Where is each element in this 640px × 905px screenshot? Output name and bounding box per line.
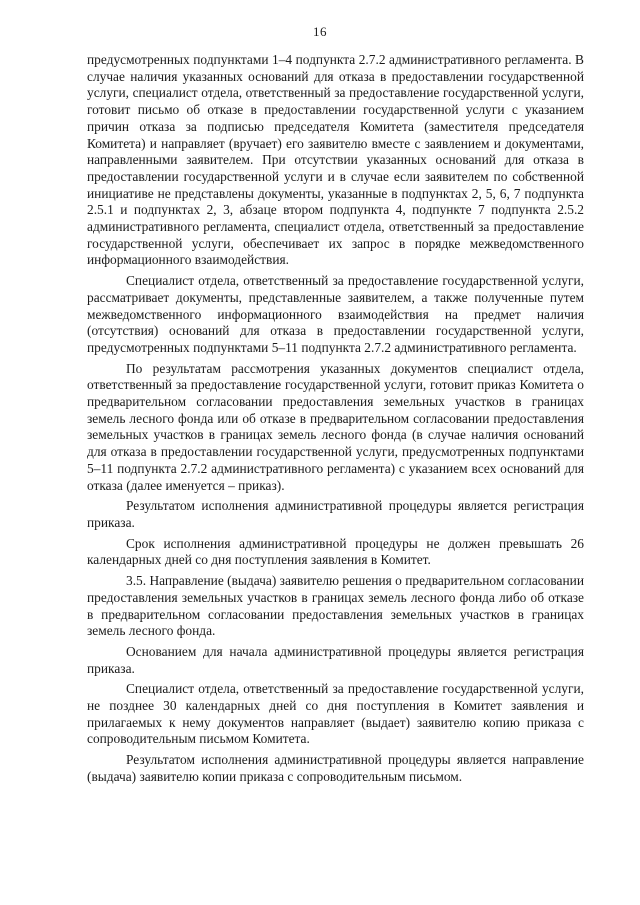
paragraph: Специалист отдела, ответственный за предоставление государственной услуги, не позднее 30 календарных дней со дня поступления в Комитет заявления и прилагаемых к нему документов направляет (выдает) заявителю копию приказа с сопроводительным письмом Комитета.	[87, 681, 584, 747]
document-body	[87, 52, 584, 790]
paragraph: Результатом исполнения административной процедуры является регистрация приказа.	[87, 498, 584, 530]
paragraph: Основанием для начала административной процедуры является регистрация приказа.	[87, 643, 584, 676]
paragraph: предусмотренных подпунктами 1–4 подпункта 2.7.2 административного регламента. В случае наличия указанных оснований для отказа в предоставлении государственной услуги, специалист отдела, ответственный за предоставление государственной услуги, готовит письмо об отказе в предоставлении государственной услуги с указанием причин отказа за подписью председателя Комитета (заместителя председателя Комитета) и направляет (вручает) его заявителю вместе с заявлением и документами, направленными заявителем. При отсутствии указанных оснований для отказа в предоставлении государственной услуги и в случае если заявителем по собственной инициативе не представлены документы, указанные в подпунктах 2, 5, 6, 7 подпункта 2.5.1 и подпунктах 2, 3, абзаце втором подпункта 4, подпункте 7 подпункта 2.5.2 административного регламента, специалист отдела, ответственный за предоставление государственной услуги, обеспечивает их запрос в порядке межведомственного информационного взаимодействия.	[87, 52, 584, 268]
page-number: 16	[313, 24, 327, 39]
section-heading-paragraph: 3.5. Направление (выдача) заявителю решения о предварительном согласовании предоставления земельных участков в границах земель лесного фонда либо об отказе в предварительном согласовании предоставления земельных участков в границах земель лесного фонда.	[87, 573, 584, 639]
paragraph: По результатам рассмотрения указанных документов специалист отдела, ответственный за предоставление государственной услуги, готовит приказ Комитета о предварительном согласовании предоставления земельных участков в границах земель лесного фонда или об отказе в предварительном согласовании предоставления земельных участков в границах земель лесного фонда (в случае наличия оснований для отказа в предоставлении государственной услуги, предусмотренных подпунктами 5–11 подпункта 2.7.2 административного регламента) с указанием всех оснований для отказа (далее именуется – приказ).	[87, 360, 584, 493]
paragraph: Специалист отдела, ответственный за предоставление государственной услуги, рассматривает документы, представленные заявителем, а также полученные путем межведомственного информационного взаимодействия на предмет наличия (отсутствия) оснований для отказа в предоставлении государственной услуги, предусмотренных подпунктами 5–11 подпункта 2.7.2 административного регламента.	[87, 273, 584, 355]
paragraph: Срок исполнения административной процедуры не должен превышать 26 календарных дней со дня поступления заявления в Комитет.	[87, 535, 584, 568]
paragraph: Результатом исполнения административной процедуры является направление (выдача) заявителю копии приказа с сопроводительным письмом.	[87, 752, 584, 784]
